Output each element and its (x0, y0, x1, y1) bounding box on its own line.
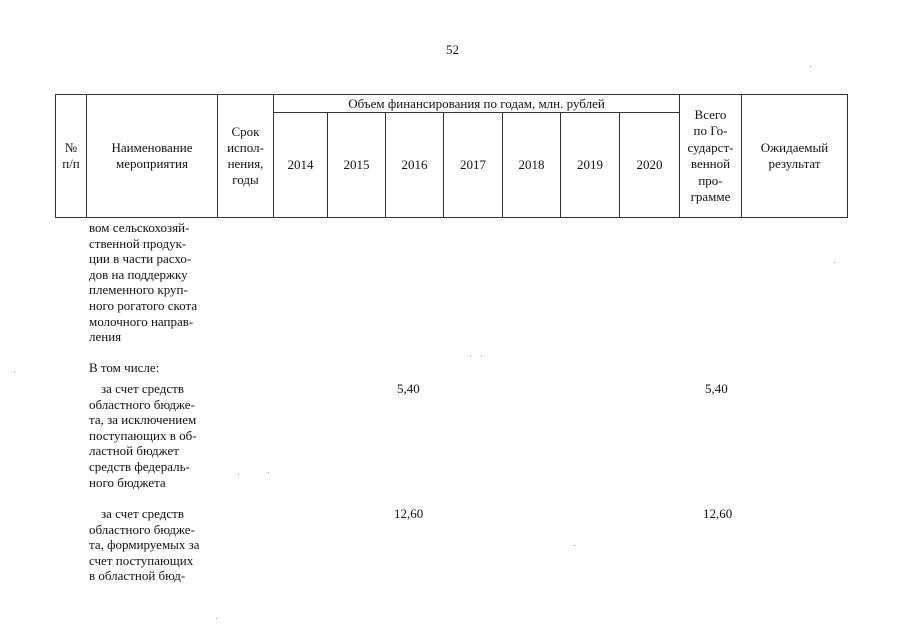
text-line: молочного направ- (89, 313, 194, 329)
continued-description (89, 220, 219, 345)
header-term: Срок испол-нения, годы (227, 124, 264, 187)
page-number: 52 (446, 42, 459, 57)
header-result: Ожидаемый результат (760, 140, 829, 171)
text-line: ного бюджета (89, 474, 166, 490)
col-line-6 (847, 94, 848, 218)
text-line: вом сельскохозяй- (89, 220, 190, 235)
scan-speck (268, 472, 269, 473)
header-year-2017: 2017 (460, 157, 486, 172)
row-1-value-2016: 5,40 (397, 381, 420, 396)
header-bottom-border (55, 217, 847, 218)
text-line: средств федераль- (89, 458, 190, 474)
text-line: дов на поддержку (89, 266, 188, 282)
header-year-2015: 2015 (343, 157, 370, 172)
scan-speck (470, 355, 471, 356)
scan-speck (834, 262, 835, 263)
text-line: племенного круп- (89, 282, 188, 298)
text-line: за счет средств (101, 506, 184, 521)
header-funding-title: Объем финансирования по годам, млн. рублей (348, 95, 605, 111)
text-line: ного рогатого скота (89, 297, 198, 313)
text-line: за счет средств (101, 381, 184, 396)
header-name: Наименование мероприятия (111, 140, 193, 171)
text-line: та, формируемых за (89, 537, 200, 553)
text-line: ления (89, 329, 122, 345)
text-line: областного бюдже- (89, 521, 195, 537)
scan-speck (238, 474, 239, 475)
text-line: поступающих в об- (89, 427, 197, 443)
text-line: ции в части расхо- (89, 251, 192, 267)
including-label: В том числе: (89, 360, 160, 375)
text-line: счет поступающих (89, 552, 194, 568)
text-line: ственной продук- (89, 235, 187, 251)
scan-speck (574, 545, 575, 546)
row-2-value-2016: 12,60 (394, 506, 424, 521)
header-year-2016: 2016 (401, 157, 428, 172)
scan-speck (481, 355, 482, 356)
scan-speck (810, 66, 811, 67)
text-line: ластной бюджет (89, 443, 179, 459)
text-line: в областной бюд- (89, 568, 186, 584)
row-1-total: 5,40 (705, 381, 728, 396)
header-year-2020: 2020 (636, 157, 663, 172)
row-1-description (89, 381, 219, 490)
header-total: Всего по Го-сударст-венной про-грамме (687, 106, 734, 204)
scan-speck (216, 618, 217, 619)
header-year-2018: 2018 (518, 157, 545, 172)
scan-speck (14, 372, 15, 373)
row-2-total: 12,60 (703, 506, 733, 521)
text-line: областного бюдже- (89, 396, 195, 412)
row-2-description (89, 506, 219, 584)
header-num: № п/п (62, 140, 80, 171)
text-line: та, за исключением (89, 412, 197, 428)
header-year-2014: 2014 (287, 157, 314, 172)
header-year-2019: 2019 (577, 157, 603, 172)
